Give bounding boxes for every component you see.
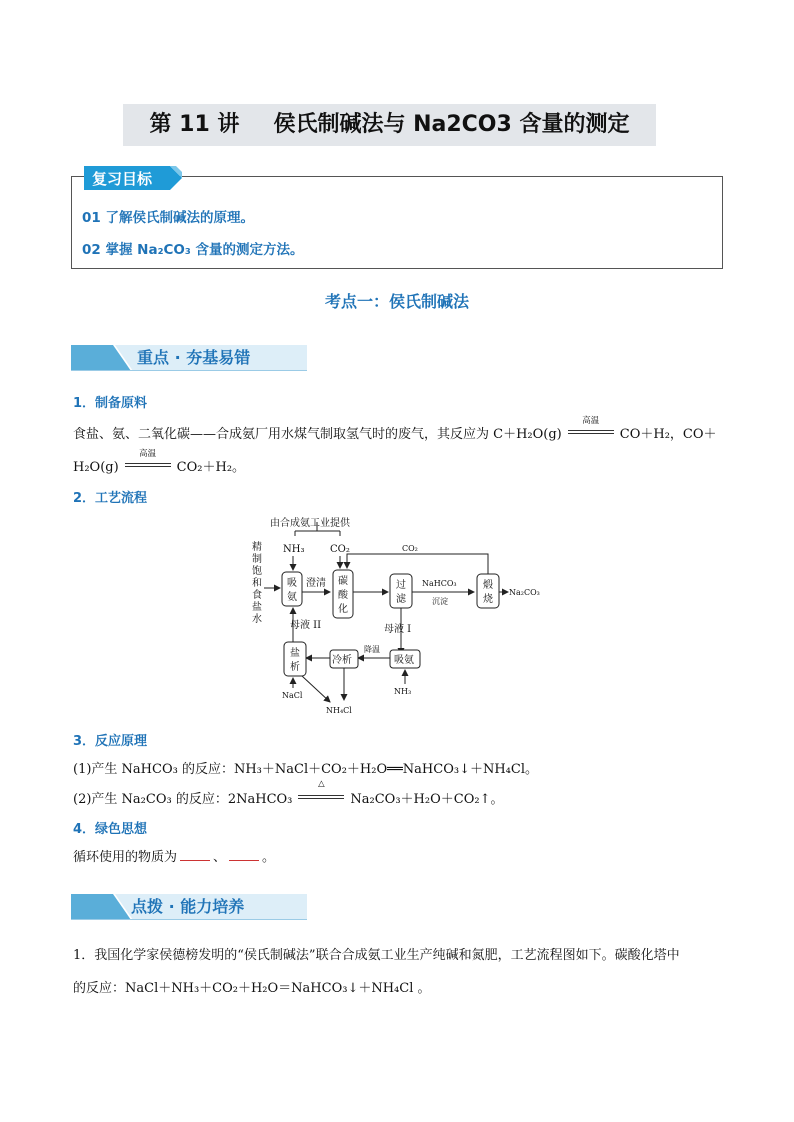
svg-text:烧: 烧 [483, 594, 493, 605]
diagram-nh3: NH₃ [283, 544, 305, 555]
diagram-nacl: NaCl [282, 691, 303, 700]
diagram-cool: 冷析 [332, 655, 352, 666]
reaction-condition [298, 779, 344, 803]
svg-text:酸: 酸 [338, 590, 348, 601]
condition-label: △ [318, 779, 325, 789]
diagram-nahco3: NaHCO₃ [422, 579, 457, 588]
svg-text:和: 和 [252, 578, 262, 589]
principle-line-1: (1)产生 NaHCO₃ 的反应：NH₃＋NaCl＋CO₂＋H₂O══NaHCO₃↓＋NH₄Cl。 [73, 762, 538, 777]
diagram-cool-down: 降温 [364, 645, 380, 654]
goal-item-2: 02 掌握 Na₂CO₃ 含量的测定方法。 [82, 242, 304, 258]
diagram-source-label: 由合成氨工业提供 [270, 518, 350, 529]
svg-text:氨: 氨 [287, 592, 297, 603]
principle-line-2 [73, 779, 504, 807]
page-title [123, 104, 656, 146]
lecture-number: 第 11 讲 [149, 112, 240, 137]
svg-text:析: 析 [290, 662, 300, 673]
heading-principle: 3．反应原理 [73, 734, 148, 749]
materials-line-1 [73, 416, 717, 442]
condition-label: 高温 [582, 416, 600, 426]
svg-text:盐: 盐 [290, 648, 300, 659]
materials-line-2 [73, 449, 246, 475]
diagram-co2-recycle: CO₂ [402, 544, 418, 553]
svg-text:饱: 饱 [252, 566, 262, 577]
reaction-condition [125, 449, 171, 471]
diagram-left-label [252, 540, 262, 625]
svg-text:盐: 盐 [252, 602, 262, 613]
lecture-topic: 侯氏制碱法与 Na2CO3 含量的测定 [273, 112, 630, 137]
reaction-condition [568, 416, 614, 438]
svg-text:水: 水 [252, 614, 262, 625]
diagram-precipitate: 沉淀 [432, 597, 448, 606]
materials-text-1a: 食盐、氨、二氧化碳——合成氨厂用水煤气制取氢气时的废气，其反应为 C＋H₂O(g) [73, 427, 562, 442]
green-sep: 、 [213, 850, 227, 865]
answer-blank-2[interactable] [229, 860, 259, 861]
diagram-mother-1: 母液 I [384, 624, 412, 635]
materials-text-2b: CO₂＋H₂。 [176, 460, 246, 475]
materials-text-1b: CO＋H₂，CO＋ [619, 427, 717, 442]
svg-text:吸: 吸 [287, 578, 297, 589]
principle-text-2b: Na₂CO₃＋H₂O＋CO₂↑。 [350, 792, 504, 807]
svg-text:食: 食 [252, 590, 262, 601]
diagram-clarify: 澄清 [306, 578, 326, 589]
diagram-absorb2: 吸氨 [394, 655, 414, 666]
principle-text-2a: (2)产生 Na₂CO₃ 的反应：2NaHCO₃ [73, 792, 293, 807]
condition-label: 高温 [139, 449, 157, 459]
materials-text-2a: H₂O(g) [73, 460, 119, 475]
svg-text:化: 化 [338, 604, 348, 615]
svg-text:过: 过 [396, 580, 406, 591]
green-line [73, 846, 275, 865]
svg-text:制: 制 [252, 554, 262, 565]
answer-blank-1[interactable] [180, 860, 210, 861]
heading-process: 2．工艺流程 [73, 491, 148, 506]
heading-materials: 1．制备原料 [73, 396, 148, 411]
svg-text:煅: 煅 [483, 580, 493, 591]
review-goals-tag: 复习目标 [92, 170, 153, 188]
diagram-nh4cl: NH₄Cl [326, 706, 352, 715]
diagram-product: Na₂CO₃ [509, 588, 540, 597]
diagram-mother-2: 母液 II [290, 620, 322, 631]
question-1-line-1: 1．我国化学家侯德榜发明的“侯氏制碱法”联合合成氨工业生产纯碱和氮肥，工艺流程图如下。碳酸化塔中 [73, 948, 680, 963]
green-end: 。 [262, 850, 276, 865]
svg-text:滤: 滤 [396, 594, 406, 605]
section-title: 考点一：侯氏制碱法 [324, 292, 469, 311]
band-2-title: 点拨 · 能力培养 [131, 897, 245, 916]
goal-item-1: 01 了解侯氏制碱法的原理。 [82, 210, 254, 226]
heading-green: 4．绿色思想 [73, 822, 148, 837]
band-1-title: 重点 · 夯基易错 [137, 348, 251, 367]
diagram-co2: CO₂ [330, 544, 350, 555]
process-flow-diagram [250, 512, 550, 720]
question-1-line-2: 的反应：NaCl＋NH₃＋CO₂＋H₂O＝NaHCO₃↓＋NH₄Cl 。 [73, 981, 431, 996]
green-text: 循环使用的物质为 [73, 850, 178, 865]
svg-text:碳: 碳 [338, 576, 348, 587]
svg-text:精: 精 [252, 542, 262, 553]
diagram-nh3-bottom: NH₃ [394, 687, 412, 696]
